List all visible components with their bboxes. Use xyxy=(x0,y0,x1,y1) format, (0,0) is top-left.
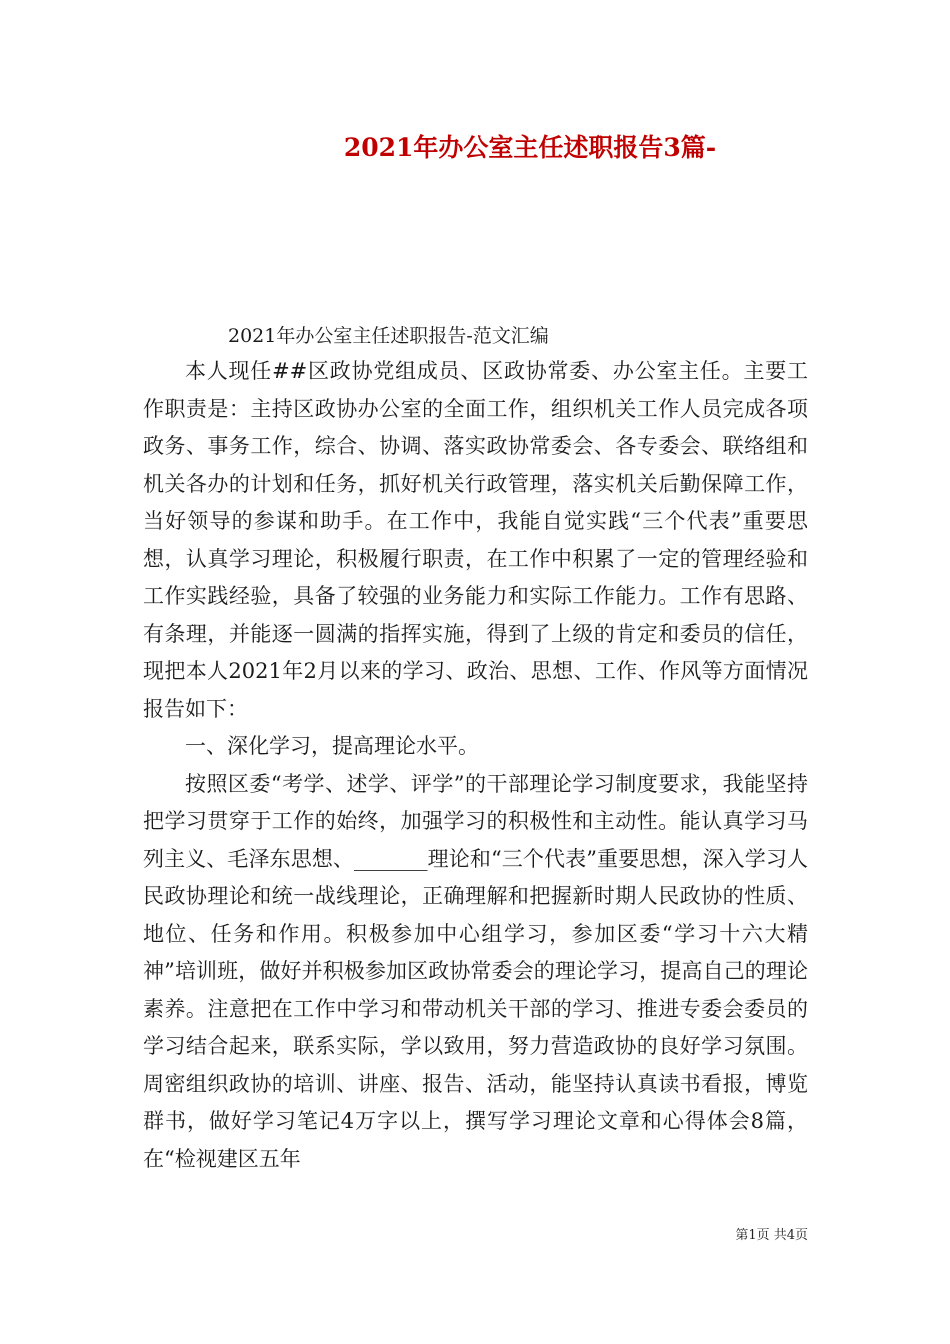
page-number: 第1页 共4页 xyxy=(735,1228,808,1243)
document-body xyxy=(143,353,808,1178)
paragraph-study: 按照区委“考学、述学、评学”的干部理论学习制度要求，我能坚持把学习贯穿于工作的始终，加强学习的积极性和主动性。能认真学习马列主义、毛泽东思想、_______理论和“三个代表”重要思想，深入学习人民政协理论和统一战线理论，正确理解和把握新时期人民政协的性质、地位、任务和作用。积极参加中心组学习，参加区委“学习十六大精神”培训班，做好并积极参加区政协常委会的理论学习，提高自己的理论素养。注意把在工作中学习和带动机关干部的学习、推进专委会委员的学习结合起来，联系实际，学以致用，努力营造政协的良好学习氛围。周密组织政协的培训、讲座、报告、活动，能坚持认真读书看报，博览群书，做好学习笔记4万字以上，撰写学习理论文章和心得体会8篇，在“检视建区五年 xyxy=(143,771,808,1171)
section-heading-1: 一、深化学习，提高理论水平。 xyxy=(185,734,479,758)
document-title: 2021年办公室主任述职报告3篇- xyxy=(343,133,717,162)
document-subtitle: 2021年办公室主任述职报告-范文汇编 xyxy=(228,325,549,347)
paragraph-intro: 本人现任##区政协党组成员、区政协常委、办公室主任。主要工作职责是：主持区政协办公室的全面工作，组织机关工作人员完成各项政务、事务工作，综合、协调、落实政协常委会、各专委会、联络组和机关各办的计划和任务，抓好机关行政管理，落实机关后勤保障工作，当好领导的参谋和助手。在工作中，我能自觉实践“三个代表”重要思想，认真学习理论，积极履行职责，在工作中积累了一定的管理经验和工作实践经验，具备了较强的业务能力和实际工作能力。工作有思路、有条理，并能逐一圆满的指挥实施，得到了上级的肯定和委员的信任，现把本人2021年2月以来的学习、政治、思想、工作、作风等方面情况报告如下： xyxy=(143,359,808,721)
